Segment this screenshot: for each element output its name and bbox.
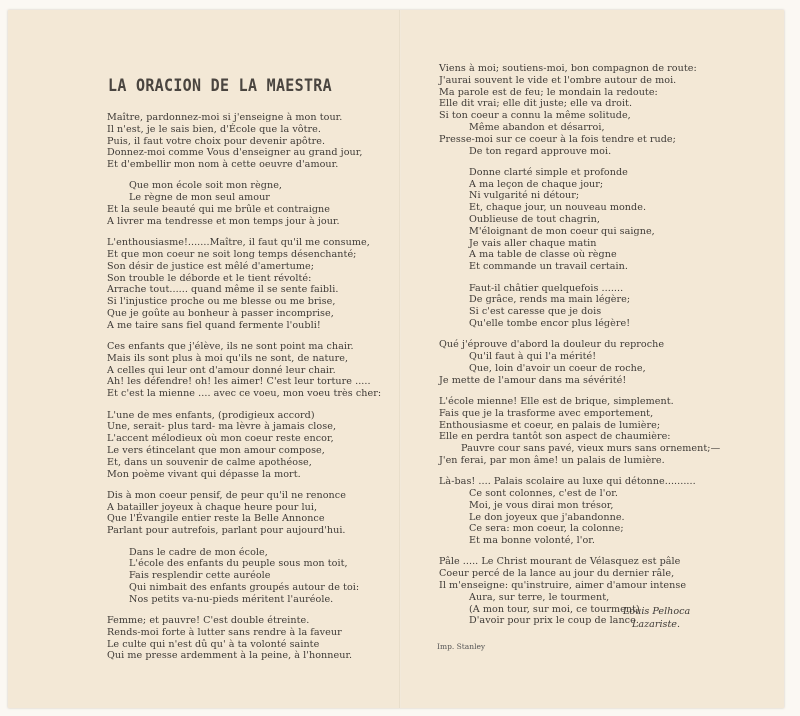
stanza (439, 476, 720, 547)
poem-line: Son trouble le déborde et le tient révolté: (107, 272, 312, 284)
poem-line: Le règne de mon seul amour (129, 192, 270, 204)
poem-line: Le vers étincelant que mon amour compose, (107, 444, 325, 456)
left-column (107, 112, 381, 672)
poem-line: Si ton coeur a connu la même solitude, (439, 110, 631, 122)
stanza (107, 615, 381, 662)
poem-line: Dans le cadre de mon école, (129, 546, 268, 558)
poem-line: Que, loin d'avoir un coeur de roche, (469, 362, 646, 374)
author-role: Lazariste. (632, 619, 681, 630)
poem-line: Nos petits va-nu-pieds méritent l'auréole. (129, 593, 334, 605)
stanza (107, 112, 381, 171)
stanza (439, 63, 720, 157)
stanza (107, 180, 381, 227)
poem-line: Que l'Évangile entier reste la Belle Annonce (107, 513, 325, 525)
poem-line: L'accent mélodieux où mon coeur reste encor, (107, 433, 334, 445)
poem-line: Maître, pardonnez-moi si j'enseigne à mon tour. (107, 112, 343, 123)
poem-line: Que je goûte au bonheur à passer incomprise, (107, 307, 334, 319)
poem-line: L'école mienne! Elle est de brique, simplement. (439, 395, 674, 407)
poem-line: Parlant pour autrefois, parlant pour aujourd'hui. (107, 525, 346, 537)
author-name: Louis Pelhoca (623, 606, 691, 617)
poem-line: Et commande un travail certain. (469, 261, 628, 273)
center-fold (399, 10, 401, 708)
poem-line: Faut-il châtier quelquefois ....... (469, 282, 624, 294)
poem-line: Dis à mon coeur pensif, de peur qu'il ne renonce (107, 489, 346, 501)
poem-line: J'en ferai, par mon âme! un palais de lumière. (439, 454, 665, 466)
poem-line: D'avoir pour prix le coup de lance. (469, 615, 639, 627)
poem-line: Et ma bonne volonté, l'or. (469, 535, 595, 547)
poem-line: Une, serait- plus tard- ma lèvre à jamais close, (107, 421, 337, 433)
poem-line: L'une de mes enfants, (prodigieux accord) (107, 409, 315, 421)
poem-line: Presse-moi sur ce coeur à la fois tendre et rude; (439, 133, 676, 145)
stanza (107, 237, 381, 331)
stanza (439, 283, 720, 330)
poem-line: Et d'embellir mon nom à cette oeuvre d'amour. (107, 159, 339, 171)
stanza (107, 341, 381, 400)
poem-line: Arrache tout...... quand même il se sente faibli. (107, 284, 339, 296)
poem-line: Le culte qui n'est dû qu' à ta volonté sainte (107, 638, 320, 650)
poem-line: De grâce, rends ma main légère; (469, 294, 631, 306)
right-column (439, 63, 720, 637)
poem-title: LA ORACION DE LA MAESTRA (108, 74, 332, 96)
poem-line: Ah! les défendre! oh! les aimer! C'est leur torture ..... (107, 376, 371, 388)
poem-line: Mon poème vivant qui dépasse la mort. (107, 468, 301, 480)
poem-line: Il n'est, je le sais bien, d'École que la vôtre. (107, 123, 322, 135)
poem-line: Et la seule beauté qui me brûle et contraigne (107, 204, 330, 216)
poem-line: Le don joyeux que j'abandonne. (469, 511, 625, 523)
poem-line: Qui me presse ardemment à la peine, à l'honneur. (107, 650, 353, 662)
poem-line: A celles qui leur ont d'amour donné leur chair. (107, 364, 336, 376)
poem-line: Fais resplendir cette auréole (129, 570, 271, 582)
poem-line: Même abandon et désarroi, (469, 121, 605, 133)
poem-line: Et que mon coeur ne soit long temps désenchanté; (107, 248, 357, 260)
poem-line: Si c'est caresse que je dois (469, 306, 602, 318)
poem-line: A ma table de classe où règne (469, 249, 617, 261)
poem-line: Son désir de justice est mêlé d'amertume; (107, 260, 315, 272)
poem-line: Qui nimbait des enfants groupés autour de toi: (129, 581, 360, 593)
poem-line: Oublieuse de tout chagrin, (469, 214, 601, 226)
poem-line: Qué j'éprouve d'abord la douleur du reproche (439, 339, 665, 351)
poem-line: Et, dans un souvenir de calme apothéose, (107, 456, 312, 468)
poem-line: Elle en perdra tantôt son aspect de chaumière: (439, 431, 671, 443)
poem-line: Et c'est la mienne .... avec ce voeu, mon voeu très cher: (107, 388, 382, 400)
printer-credit: Imp. Stanley (437, 642, 486, 651)
stanza (439, 167, 720, 273)
poem-line: Ni vulgarité ni détour; (469, 190, 580, 202)
poem-line: Femme; et pauvre! C'est double étreinte. (107, 614, 310, 626)
poem-line: L'école des enfants du peuple sous mon toit, (129, 558, 348, 570)
stanza (107, 547, 381, 606)
poem-line: Ma parole est de feu; le mondain la redoute: (439, 86, 658, 98)
poem-line: Que mon école soit mon règne, (129, 180, 283, 192)
poem-line: Ce sera: mon coeur, la colonne; (469, 523, 624, 535)
poem-line: L'enthousiasme!.......Maître, il faut qu'il me consume, (107, 237, 370, 249)
poem-line: Je vais aller chaque matin (469, 237, 597, 249)
poem-line: Pauvre cour sans pavé, vieux murs sans ornement;— (461, 443, 721, 455)
stanza (439, 396, 720, 467)
poem-line: Il m'enseigne: qu'instruire, aimer d'amour intense (439, 580, 687, 592)
poem-line: Aura, sur terre, le tourment, (469, 591, 610, 603)
poem-line: (A mon tour, sur moi, ce tourment) (469, 603, 640, 615)
stanza (107, 410, 381, 481)
poem-line: Mais ils sont plus à moi qu'ils ne sont, de nature, (107, 352, 349, 364)
poem-line: J'aurai souvent le vide et l'ombre autour de moi. (439, 74, 677, 86)
poem-line: A ma leçon de chaque jour; (469, 178, 604, 190)
poem-line: A batailler joyeux à chaque heure pour lui, (107, 501, 318, 513)
poem-line: Coeur percé de la lance au jour du dernier râle, (439, 568, 675, 580)
stanza (107, 490, 381, 537)
stanza (439, 339, 720, 386)
poem-line: Viens à moi; soutiens-moi, bon compagnon de route: (439, 63, 697, 74)
poem-line: Là-bas! .... Palais scolaire au luxe qui détonne.......... (439, 476, 696, 488)
poem-line: Si l'injustice proche ou me blesse ou me brise, (107, 296, 336, 308)
poem-line: Elle dit vrai; elle dit juste; elle va droit. (439, 98, 633, 110)
poem-line: Moi, je vous dirai mon trésor, (469, 499, 614, 511)
poem-line: Donnez-moi comme Vous d'enseigner au grand jour, (107, 147, 363, 159)
poem-line: Fais que je la trasforme avec emportement, (439, 407, 654, 419)
poem-line: A livrer ma tendresse et mon temps jour à jour. (107, 215, 340, 227)
poem-line: Qu'elle tombe encor plus légère! (469, 317, 631, 329)
poem-line: Rends-moi forte à lutter sans rendre à la faveur (107, 626, 342, 638)
poem-line: Ce sont colonnes, c'est de l'or. (469, 488, 618, 499)
poem-line: Pâle ..... Le Christ mourant de Vélasquez est pâle (439, 556, 681, 568)
poem-line: De ton regard approuve moi. (469, 145, 612, 157)
poem-line: Je mette de l'amour dans ma sévérité! (439, 374, 627, 386)
poem-line: M'éloignant de mon coeur qui saigne, (469, 225, 655, 237)
poem-line: Qu'il faut à qui l'a mérité! (469, 351, 597, 363)
poem-line: A me taire sans fiel quand fermente l'oubli! (107, 319, 321, 331)
poem-line: Puis, il faut votre choix pour devenir apôtre. (107, 135, 326, 147)
poem-line: Donne clarté simple et profonde (469, 166, 628, 178)
poem-line: Enthousiasme et coeur, en palais de lumière; (439, 419, 661, 431)
poem-line: Ces enfants que j'élève, ils ne sont point ma chair. (107, 341, 354, 353)
poem-line: Et, chaque jour, un nouveau monde. (469, 202, 647, 214)
